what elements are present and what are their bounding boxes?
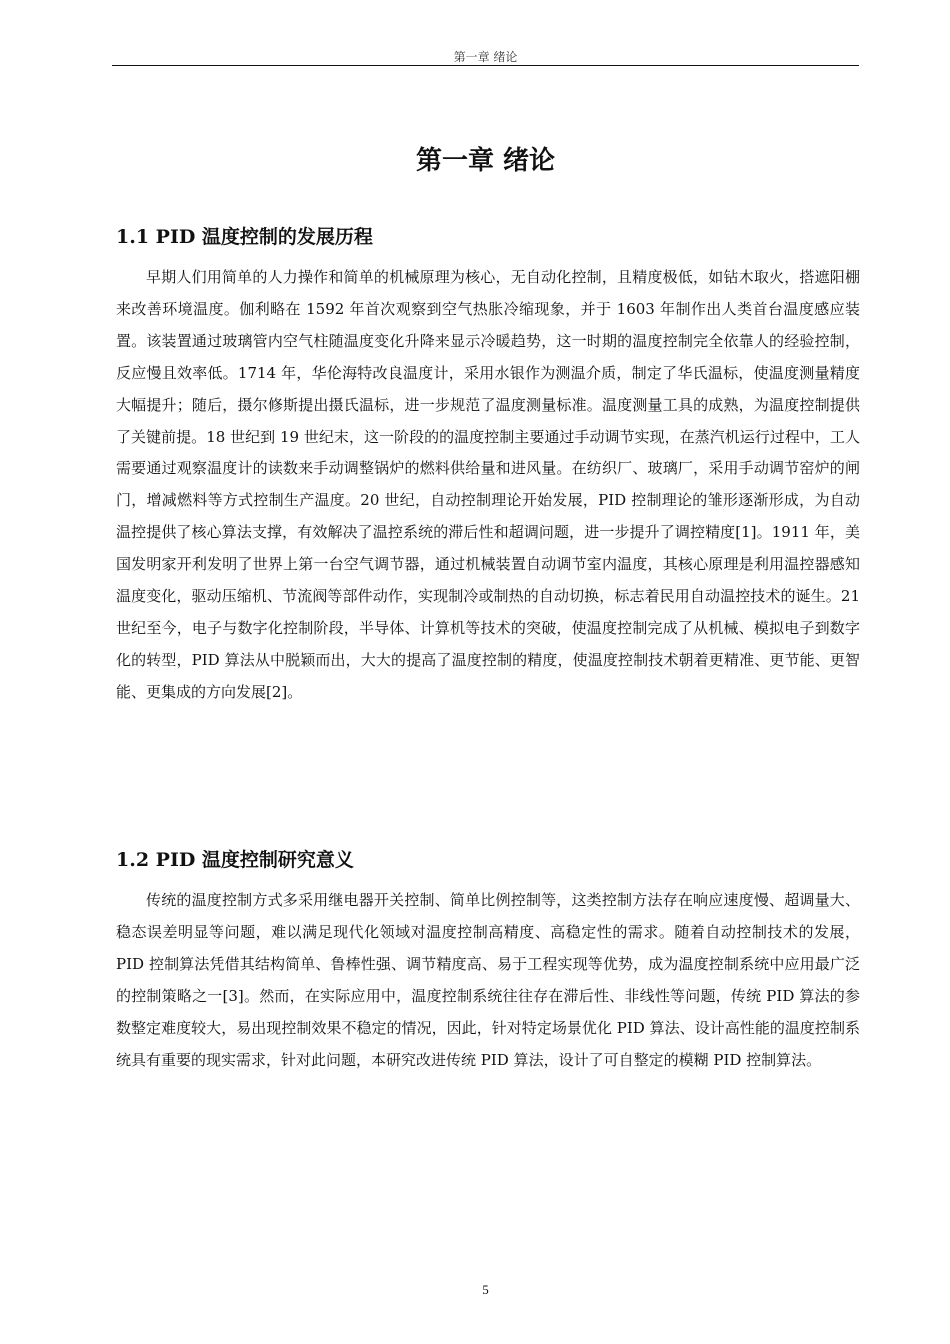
header-rule [112,65,859,66]
running-header: 第一章 绪论 [453,50,518,64]
section-paragraph-1-1: 早期人们用简单的人力操作和简单的机械原理为核心，无自动化控制，且精度极低，如钻木取火，搭遮阳棚来改善环境温度。伽利略在 1592 年首次观察到空气热胀冷缩现象，并于 1603 年制作出人类首台温度感应装置。该装置通过玻璃管内空气柱随温度变化升降来显示冷暖趋势，这一时期的温度控制完全依靠人的经验控制，反应慢且效率低。1714 年，华伦海特改良温度计，采用水银作为测温介质，制定了华氏温标，使温度测量精度大幅提升；随后，摄尔修斯提出摄氏温标，进一步规范了温度测量标准。温度测量工具的成熟，为温度控制提供了关键前提。18 世纪到 19 世纪末，这一阶段的的温度控制主要通过手动调节实现，在蒸汽机运行过程中，工人需要通过观察温度计的读数来手动调整锅炉的燃料供给量和进风量。在纺织厂、玻璃厂，采用手动调节窑炉的闸门，增减燃料等方式控制生产温度。20 世纪，自动控制理论开始发展，PID 控制理论的雏形逐渐形成，为自动温控提供了核心算法支撑，有效解决了温控系统的滞后性和超调问题，进一步提升了调控精度[1]。1911 年，美国发明家开利发明了世界上第一台空气调节器，通过机械装置自动调节室内温度，其核心原理是利用温控器感知温度变化，驱动压缩机、节流阀等部件动作，实现制冷或制热的自动切换，标志着民用自动温控技术的诞生。21 世纪至今，电子与数字化控制阶段，半导体、计算机等技术的突破，使温度控制完成了从机械、模拟电子到数字化的转型，PID 算法从中脱颖而出，大大的提高了温度控制的精度，使温度控制技术朝着更精准、更节能、更智能、更集成的方向发展[2]。 [116,268,860,701]
section-paragraph-1-2: 传统的温度控制方式多采用继电器开关控制、简单比例控制等，这类控制方法存在响应速度慢、超调量大、稳态误差明显等问题，难以满足现代化领域对温度控制高精度、高稳定性的需求。随着自动控制技术的发展，PID 控制算法凭借其结构简单、鲁棒性强、调节精度高、易于工程实现等优势，成为温度控制系统中应用最广泛的控制策略之一[3]。然而，在实际应用中，温度控制系统往往存在滞后性、非线性等问题，传统 PID 算法的参数整定难度较大，易出现控制效果不稳定的情况，因此，针对特定场景优化 PID 算法、设计高性能的温度控制系统具有重要的现实需求，针对此问题，本研究改进传统 PID 算法，设计了可自整定的模糊 PID 控制算法。 [116,891,860,1069]
chapter-title: 第一章 绪论 [415,146,556,176]
section-heading-1-2: 1.2 PID 温度控制研究意义 [116,849,354,871]
page-number: 5 [482,1282,489,1297]
section-heading-1-1: 1.1 PID 温度控制的发展历程 [116,226,373,248]
